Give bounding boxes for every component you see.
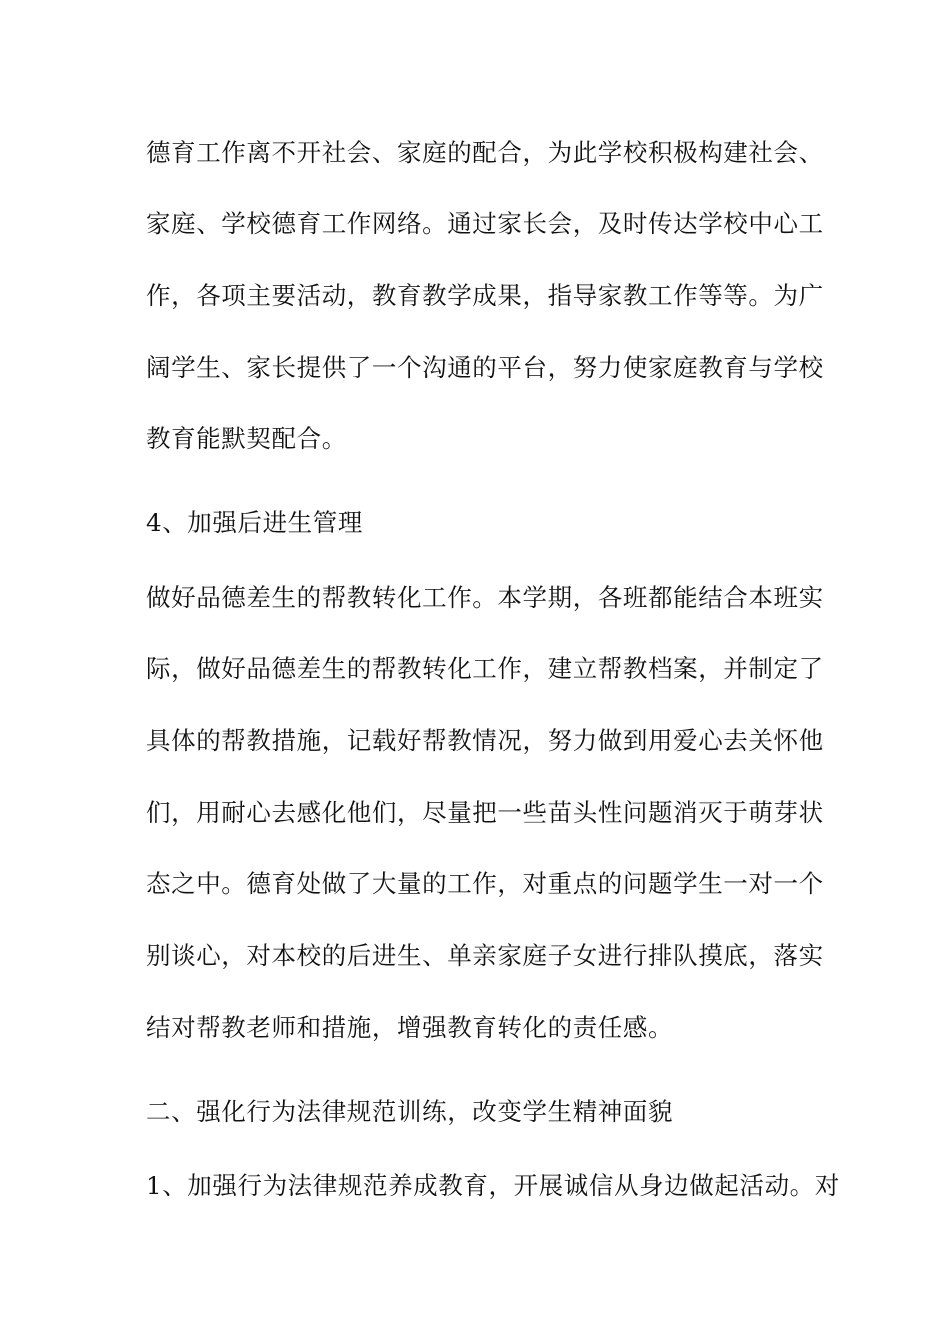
paragraph-line: 作，各项主要活动，教育教学成果，指导家教工作等等。为广	[146, 281, 824, 310]
paragraph-line: 家庭、学校德育工作网络。通过家长会，及时传达学校中心工	[146, 209, 824, 238]
paragraph-line: 教育能默契配合。	[146, 424, 347, 453]
paragraph-line: 阔学生、家长提供了一个沟通的平台，努力使家庭教育与学校	[146, 353, 824, 382]
paragraph-line: 们，用耐心去感化他们，尽量把一些苗头性问题消灭于萌芽状	[146, 798, 824, 827]
paragraph-line: 态之中。德育处做了大量的工作，对重点的问题学生一对一个	[146, 869, 824, 898]
paragraph-line: 具体的帮教措施，记载好帮教情况，努力做到用爱心去关怀他	[146, 726, 824, 755]
subsection-heading: 1、加强行为法律规范养成教育，开展诚信从身边做起活动。对	[146, 1171, 840, 1200]
paragraph-line: 做好品德差生的帮教转化工作。本学期，各班都能结合本班实	[146, 583, 824, 612]
paragraph-line: 别谈心，对本校的后进生、单亲家庭子女进行排队摸底，落实	[146, 941, 824, 970]
paragraph-line: 德育工作离不开社会、家庭的配合，为此学校积极构建社会、	[146, 138, 824, 167]
paragraph-line: 结对帮教老师和措施，增强教育转化的责任感。	[146, 1013, 674, 1042]
section-heading: 4、加强后进生管理	[146, 508, 363, 537]
paragraph-line: 际，做好品德差生的帮教转化工作，建立帮教档案，并制定了	[146, 654, 824, 683]
section-heading: 二、强化行为法律规范训练，改变学生精神面貌	[146, 1097, 674, 1126]
